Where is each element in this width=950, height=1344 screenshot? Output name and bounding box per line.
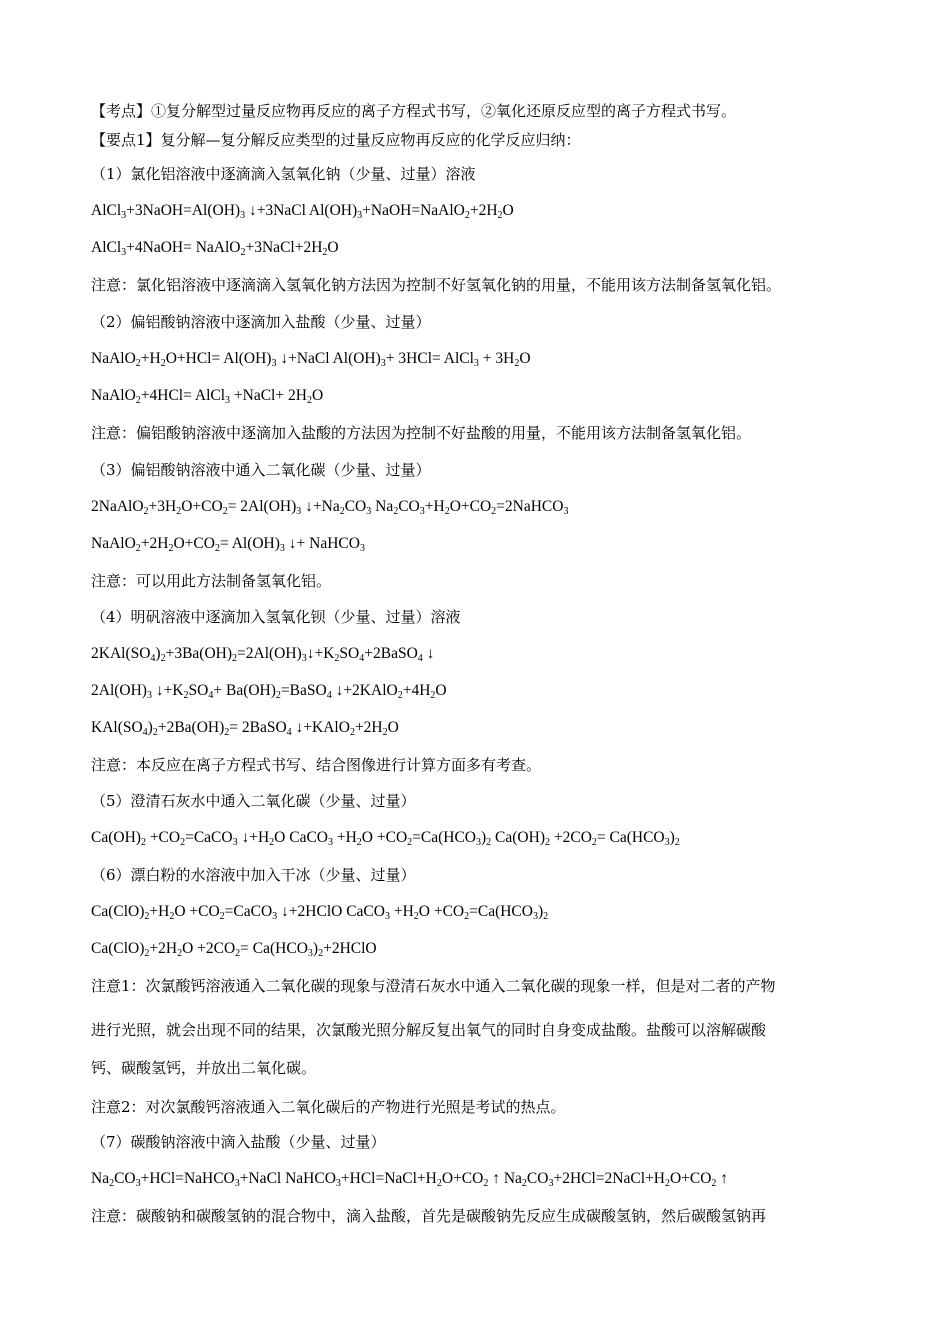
equation-line: $Ca(ClO)_2+H_2O$ $+CO_2=CaCO_3$ ↓+2HClO CaCO$_3$ $+H_2O +CO_2=Ca(HCO_3)_2$ [91, 903, 549, 922]
text-line: （7）碳酸钠溶液中滴入盐酸（少量、过量） [91, 1133, 386, 1151]
text-line: 注意：氯化铝溶液中逐滴滴入氢氧化钠方法因为控制不好氢氧化钠的用量，不能用该方法制备氢氧化铝。 [91, 276, 782, 294]
equation-line: $2Al(OH)_3$ $↓+K_2SO_4+$ $Ba(OH)_2=BaSO_4$ $↓+2KAlO_2+4H_2O$ [91, 682, 447, 701]
equation-line: NaAlO$_2$+4HCl= AlCl$_3$ +NaCl+ $2H_2O$ [91, 387, 324, 406]
text-line: 注意：本反应在离子方程式书写、结合图像进行计算方面多有考查。 [91, 756, 542, 774]
text-line: 【考点】①复分解型过量反应物再反应的离子方程式书写，②氧化还原反应型的离子方程式书写。 [91, 102, 737, 120]
text-line: （1）氯化铝溶液中逐滴滴入氢氧化钠（少量、过量）溶液 [91, 165, 476, 183]
equation-line: $NaAlO_2+2H_2O+CO_2= Al(OH)_3$ ↓+ NaHCO$_3$ [91, 535, 365, 554]
text-line: （5）澄清石灰水中通入二氧化碳（少量、过量） [91, 792, 416, 810]
equation-line: $AlCl_3+3NaOH=Al(OH)_3$ ↓+3NaCl $Al(OH)_3+NaOH=NaAlO_2+2H_2O$ [91, 202, 514, 221]
equation-line: $Ca(ClO)_2+2H_2O +2CO_2=$ $Ca(HCO_3)_2+2HClO$ [91, 940, 377, 959]
text-line: 注意2：对次氯酸钙溶液通入二氧化碳后的产物进行光照是考试的热点。 [91, 1098, 566, 1116]
equation-line: $Na_2CO_3+HCl=NaHCO_3+NaCl$ $NaHCO_3+HCl=NaCl+H_2O+CO_2$ ↑ $Na_2CO_3+2HCl=2NaCl+H_2O+CO_2$ ↑ [91, 1170, 729, 1189]
text-line: 注意：碳酸钠和碳酸氢钠的混合物中，滴入盐酸，首先是碳酸钠先反应生成碳酸氢钠，然后碳酸氢钠再 [91, 1207, 767, 1225]
text-line: 注意：偏铝酸钠溶液中逐滴加入盐酸的方法因为控制不好盐酸的用量，不能用该方法制备氢氧化铝。 [91, 424, 752, 442]
text-line: （3）偏铝酸钠溶液中通入二氧化碳（少量、过量） [91, 461, 431, 479]
text-line: （4）明矾溶液中逐滴加入氢氧化钡（少量、过量）溶液 [91, 608, 461, 626]
text-line: （2）偏铝酸钠溶液中逐滴加入盐酸（少量、过量） [91, 313, 431, 331]
text-line: 钙、碳酸氢钙，并放出二氧化碳。 [91, 1059, 317, 1077]
text-line: 注意：可以用此方法制备氢氧化铝。 [91, 572, 332, 590]
equation-line: $2KAl(SO_4)_2+3Ba(OH)_2=2Al(OH)_3↓+K_2SO_4+2BaSO_4$ ↓ [91, 645, 435, 664]
equation-line: AlCl$_3$+4NaOH= $NaAlO_2+3NaCl+2H_2O$ [91, 239, 339, 258]
text-line: 注意1：次氯酸钙溶液通入二氧化碳的现象与澄清石灰水中通入二氧化碳的现象一样，但是对二者的产物 [91, 977, 776, 995]
text-line: 【要点1】复分解—复分解反应类型的过量反应物再反应的化学反应归纳： [91, 131, 581, 149]
equation-line: $NaAlO_2+H_2O+HCl= Al(OH)_3$ ↓+NaCl $Al(OH)_3+ 3HCl=$ AlCl$_3$ + $3H_2O$ [91, 350, 531, 369]
equation-line: $2NaAlO_2+3H_2O+CO_2= 2Al(OH)_3$ $↓+Na_2CO_3$ $Na_2CO_3+H_2O+CO_2=2NaHCO_3$ [91, 498, 569, 517]
equation-line: $KAl(SO_4)_2+2Ba(OH)_2=$ 2BaSO$_4$ $↓+KAlO_2+2H_2O$ [91, 719, 399, 738]
text-line: （6）漂白粉的水溶液中加入干冰（少量、过量） [91, 866, 416, 884]
text-line: 进行光照，就会出现不同的结果，次氯酸光照分解反复出氧气的同时自身变成盐酸。盐酸可以溶解碳酸 [91, 1021, 767, 1039]
equation-line: $Ca(OH)_2$ $+CO_2=CaCO_3$ $↓+H_2O$ CaCO$_3$ $+H_2O +CO_2=Ca(HCO_3)_2$ $Ca(OH)_2 +2CO_2= Ca(HCO_3)_2$ [91, 829, 680, 848]
